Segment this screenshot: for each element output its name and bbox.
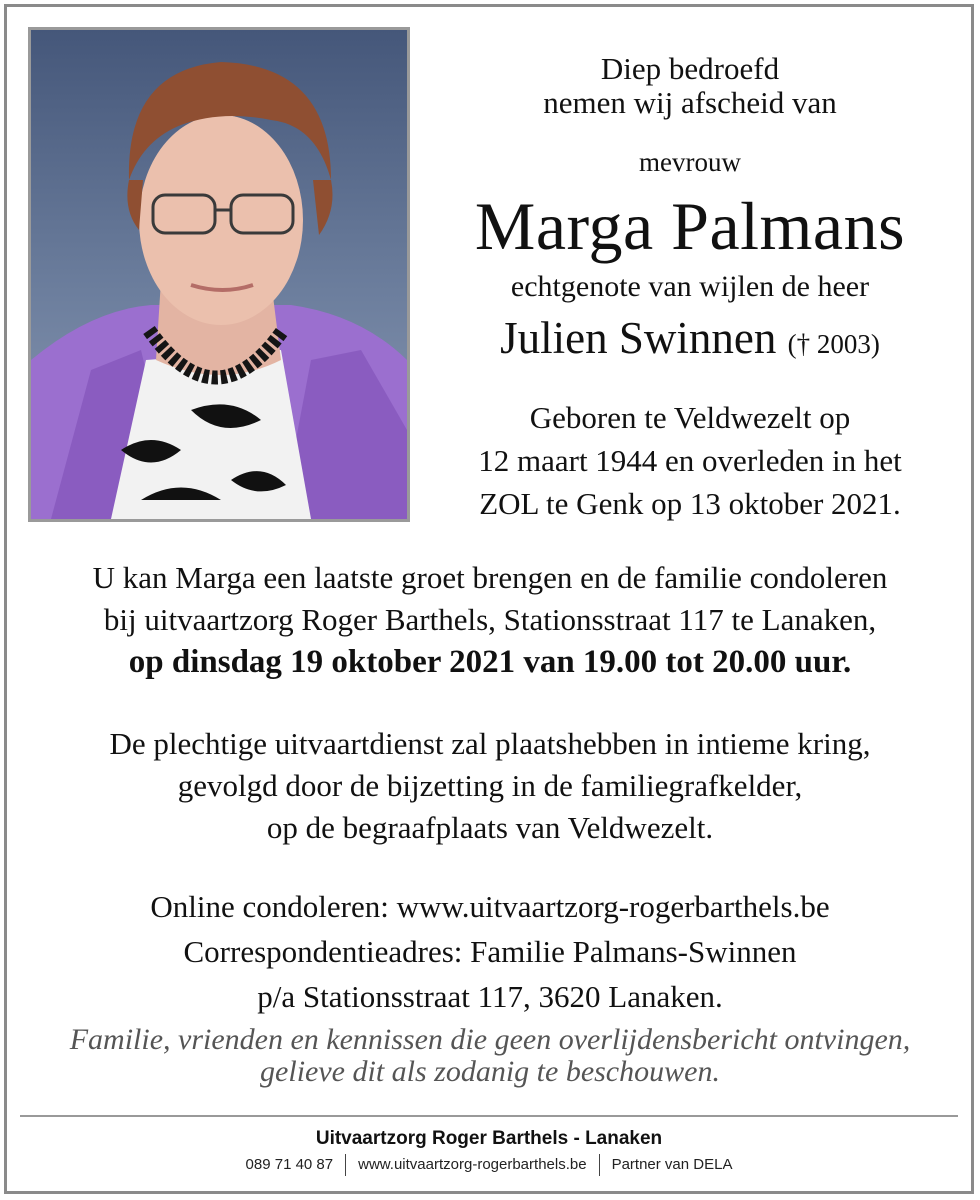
visitation-paragraph	[20, 557, 960, 683]
born-line: 12 maart 1944 en overleden in het	[478, 443, 902, 478]
contact-line: Online condoleren: www.uitvaartzorg-rogerbarthels.be	[150, 889, 830, 924]
intro-line: nemen wij afscheid van	[543, 85, 837, 120]
birth-death-text	[420, 396, 960, 525]
footer-partner: Partner van DELA	[611, 1155, 733, 1173]
footer-info	[20, 1154, 958, 1176]
contact-paragraph	[20, 884, 960, 1019]
visitation-time: op dinsdag 19 oktober 2021 van 19.00 tot 20.00 uur.	[128, 644, 852, 680]
spouse-death: († 2003)	[787, 329, 880, 359]
visitation-line: U kan Marga een laatste groet brengen en de familie condoleren	[92, 560, 888, 595]
portrait-photo	[28, 27, 410, 522]
visitation-line: bij uitvaartzorg Roger Barthels, Stationsstraat 117 te Lanaken,	[103, 602, 877, 637]
intro-line: Diep bedroefd	[600, 51, 780, 86]
intro-text	[420, 52, 960, 120]
spouse-name: Julien Swinnen	[500, 313, 777, 363]
service-paragraph	[20, 723, 960, 849]
footer-website[interactable]: www.uitvaartzorg-rogerbarthels.be	[358, 1155, 587, 1173]
born-line: Geboren te Veldwezelt op	[529, 400, 851, 435]
contact-line: Correspondentieadres: Familie Palmans-Swinnen	[183, 934, 797, 969]
notice-line: gelieve dit als zodanig te beschouwen.	[260, 1055, 720, 1088]
title-label: mevrouw	[639, 147, 741, 177]
spouse-line	[420, 310, 960, 372]
notice-line: Familie, vrienden en kennissen die geen overlijdensbericht ontvingen,	[69, 1023, 911, 1056]
spouse-prefix: echtgenote van wijlen de heer	[510, 270, 870, 303]
service-line: gevolgd door de bijzetting in de familiegrafkelder,	[177, 768, 803, 803]
born-line: ZOL te Genk op 13 oktober 2021.	[479, 486, 901, 521]
notice-paragraph	[20, 1024, 960, 1088]
service-line: op de begraafplaats van Veldwezelt.	[266, 810, 714, 845]
footer-divider	[20, 1115, 958, 1117]
footer-company: Uitvaartzorg Roger Barthels - Lanaken	[315, 1128, 663, 1149]
contact-line: p/a Stationsstraat 117, 3620 Lanaken.	[257, 979, 723, 1014]
footer-phone: 089 71 40 87	[245, 1155, 334, 1173]
footer-separator	[345, 1154, 346, 1176]
footer-separator	[599, 1154, 600, 1176]
service-line: De plechtige uitvaartdienst zal plaatshebben in intieme kring,	[109, 726, 871, 761]
deceased-name: Marga Palmans	[474, 188, 906, 264]
